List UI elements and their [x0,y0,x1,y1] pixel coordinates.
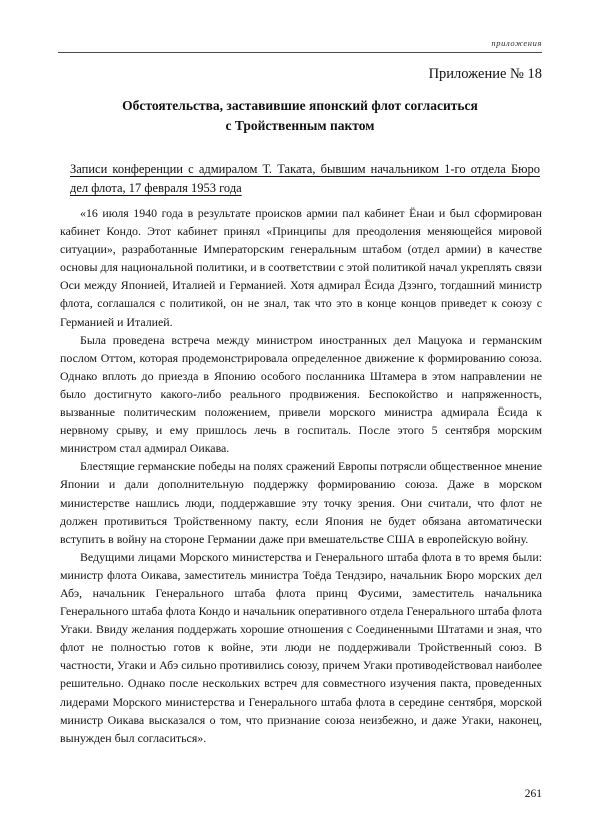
page-number: 261 [524,788,542,800]
appendix-number: Приложение № 18 [428,66,542,82]
paragraph: Ведущими лицами Морского министерства и Генерального штаба флота в то время были: министр флота Оикава, заместитель министра Тоёда Тендзиро, начальник Бюро морских дел Абэ, начальник Генерального штаба флота принц Фусими, заместитель начальника Генерального штаба флота Кондо и начальник оперативного отдела Генерального штаба флота Угаки. Ввиду желания поддержать хорошие отношения с Соединенными Штатами и зная, что флот не полностью готов к войне, эти люди не поддерживали Тройственный союз. В частности, Угаки и Абэ сильно противились союзу, причем Угаки противодействовал наиболее решительно. Однако после нескольких встреч для совместного изучения пакта, проведенных лидерами Морского министерства и Генерального штаба флота в середине сентября, морской министр Оикава высказался о том, что признание союза неизбежно, и даже Угаки, наконец, вынужден был согласиться». [60,549,542,745]
paragraph: «16 июля 1940 года в результате происков армии пал кабинет Ёнаи и был сформирован кабинет Кондо. Этот кабинет принял «Принципы для преодоления меняющейся мировой ситуации», разработанные Императорским генеральным штабом (отдел армии) в качестве основы для национальной политики, и в соответствии с этой политикой начал укреплять связи Оси между Японией, Италией и Германией. Хотя адмирал Ёсида Дзэнго, тогдашний министр флота, соглашался с политикой, он не знал, так что это в конце концов приведет к союзу с Германией и Италией. [60,206,542,329]
paragraph: Была проведена встреча между министром иностранных дел Мацуока и германским послом Оттом, которая продемонстрировала определенное движение к формированию союза. Однако вплоть до приезда в Японию особого посланника Штамера в этом направлении не было достигнуто какого-либо реального продвижения. Беспокойство и напряженность, вызванные политическим положением, привели морского министра адмирала Ёсида к нервному срыву, и ему пришлось лечь в госпиталь. После этого 5 сентября морским министром стал адмирал Оикава. [60,332,542,456]
paragraph: Блестящие германские победы на полях сражений Европы потрясли общественное мнение Японии и дали дополнительную поддержку формированию союза. Даже в морском министерстве нашлись люди, поддержавшие эту точку зрения. Они считали, что флот не должен противиться Тройственному пакту, если Япония не будет обязана автоматически вступить в войну на стороне Германии даже при вмешательстве США в европейскую войну. [60,459,542,546]
page-title-line-2: с Тройственным пактом [225,117,375,133]
page-title [58,96,542,135]
section-subheading: Записи конференции с адмиралом Т. Таката, бывшим начальником 1-го отдела Бюро дел флота, 17 февраля 1953 года [70,162,540,195]
body-text [60,204,542,747]
header-divider [58,52,542,53]
page-title-line-1: Обстоятельства, заставившие японский флот согласиться [122,98,478,113]
running-head: приложения [491,38,542,48]
